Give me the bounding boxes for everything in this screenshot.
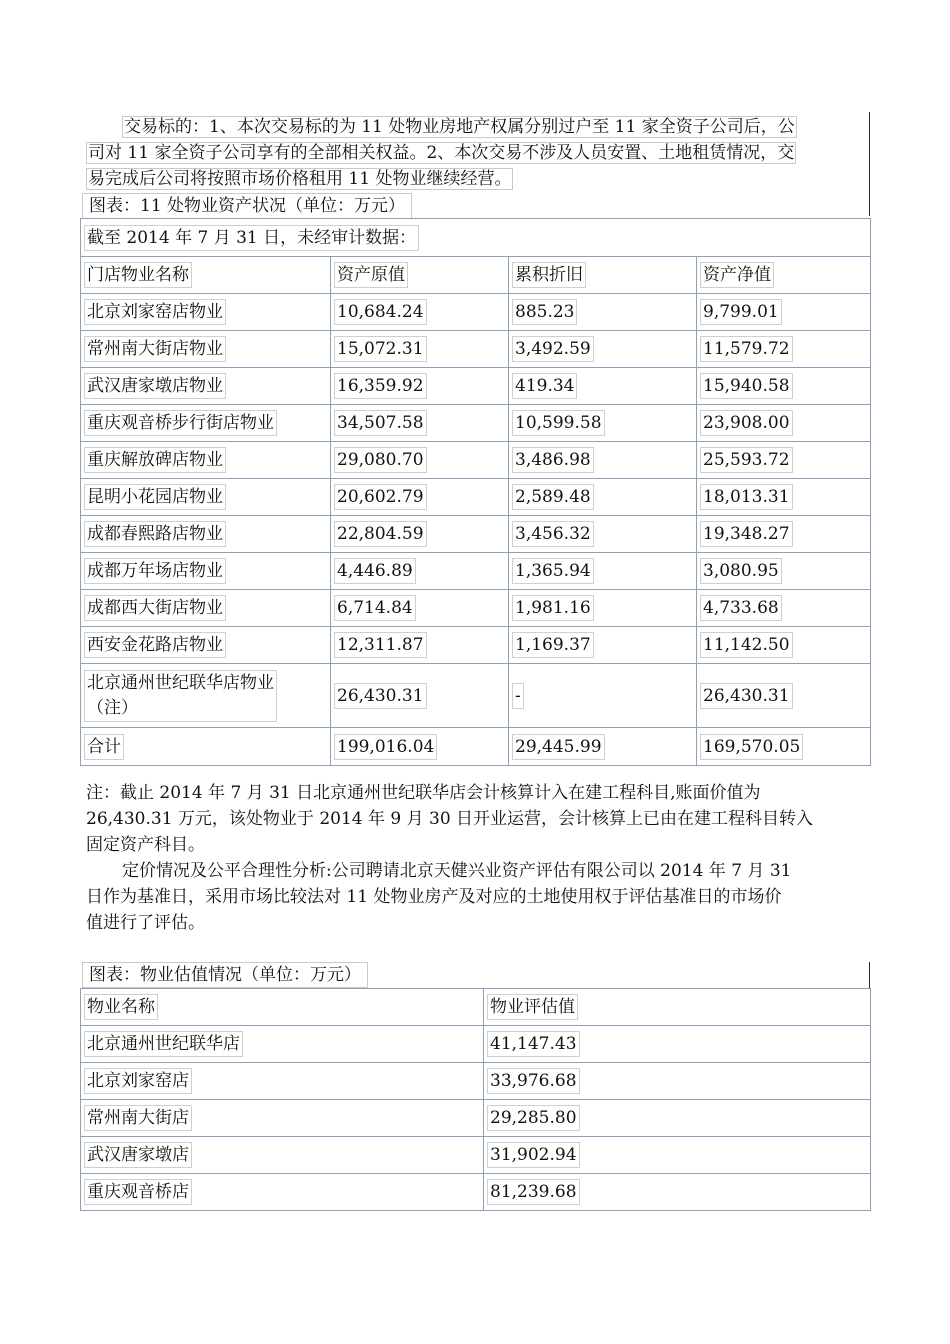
depreciation-cell: 3,486.98 (512, 447, 594, 473)
depreciation-cell: 885.23 (512, 299, 577, 325)
appraised-value-cell: 29,285.80 (487, 1105, 580, 1131)
total-label: 合计 (84, 734, 124, 760)
pricing-line: 值进行了评估。 (86, 913, 205, 933)
depreciation-cell: 3,492.59 (512, 336, 594, 362)
net-value-cell: 3,080.95 (700, 558, 782, 584)
store-name-cell (84, 670, 277, 722)
appraised-value-cell: 41,147.43 (487, 1031, 580, 1057)
table-row (81, 627, 871, 664)
store-name-line: 北京通州世纪联华店物业 (87, 672, 274, 693)
table2-caption: 图表：物业估值情况（单位：万元） (82, 962, 368, 988)
pricing-line: 日作为基准日，采用市场比较法对 11 处物业房产及对应的土地使用权于评估基准日的市场价 (86, 887, 782, 907)
net-value-cell: 25,593.72 (700, 447, 793, 473)
store-name-cell: 重庆观音桥步行街店物业 (84, 410, 277, 436)
table-row (81, 664, 871, 728)
intro-line: 易完成后公司将按照市场价格租用 11 处物业继续经营。 (88, 169, 512, 189)
original-value-cell: 26,430.31 (334, 683, 427, 709)
table-row (81, 1026, 871, 1063)
net-value-cell: 11,579.72 (700, 336, 793, 362)
net-value-cell: 19,348.27 (700, 521, 793, 547)
original-value-cell: 22,804.59 (334, 521, 427, 547)
store-name-cell: 重庆解放碑店物业 (84, 447, 226, 473)
table-row (81, 553, 871, 590)
total-net-value: 169,570.05 (700, 734, 803, 760)
net-value-cell: 26,430.31 (700, 683, 793, 709)
original-value-cell: 12,311.87 (334, 632, 427, 658)
table-row (81, 294, 871, 331)
note-line: 固定资产科目。 (86, 835, 205, 855)
table-row (81, 1137, 871, 1174)
depreciation-cell: 1,169.37 (512, 632, 594, 658)
total-original-value: 199,016.04 (334, 734, 437, 760)
appraised-value-cell: 31,902.94 (487, 1142, 580, 1168)
table-row (81, 1100, 871, 1137)
store-name-note: （注） (87, 697, 138, 718)
table1-header-row (81, 257, 871, 294)
property-name-cell: 常州南大街店 (84, 1105, 192, 1131)
table-row (81, 442, 871, 479)
depreciation-cell: 10,599.58 (512, 410, 605, 436)
original-value-cell: 20,602.79 (334, 484, 427, 510)
table-row (81, 1174, 871, 1211)
table-row (81, 479, 871, 516)
property-name-cell: 北京刘家窑店 (84, 1068, 192, 1094)
depreciation-cell: 1,981.16 (512, 595, 594, 621)
header-net-value: 资产净值 (700, 262, 774, 288)
appraised-value-cell: 33,976.68 (487, 1068, 580, 1094)
store-name-cell: 昆明小花园店物业 (84, 484, 226, 510)
intro-paragraph (86, 114, 870, 192)
header-accumulated-depreciation: 累积折旧 (512, 262, 586, 288)
table2-header-row (81, 989, 871, 1026)
note-line: 注：截止 2014 年 7 月 31 日北京通州世纪联华店会计核算计入在建工程科目,账面价值为 (86, 783, 761, 803)
total-row (81, 728, 871, 766)
right-border-rule (869, 962, 870, 988)
net-value-cell: 11,142.50 (700, 632, 793, 658)
asset-status-table (80, 218, 871, 766)
store-name-cell: 成都春熙路店物业 (84, 521, 226, 547)
store-name-cell: 常州南大街店物业 (84, 336, 226, 362)
store-name-cell: 西安金花路店物业 (84, 632, 226, 658)
net-value-cell: 9,799.01 (700, 299, 782, 325)
original-value-cell: 34,507.58 (334, 410, 427, 436)
store-name-cell: 成都西大街店物业 (84, 595, 226, 621)
store-name-cell: 武汉唐家墩店物业 (84, 373, 226, 399)
table-row (81, 405, 871, 442)
original-value-cell: 15,072.31 (334, 336, 427, 362)
property-name-cell: 北京通州世纪联华店 (84, 1031, 243, 1057)
property-name-cell: 武汉唐家墩店 (84, 1142, 192, 1168)
valuation-table (80, 988, 871, 1211)
net-value-cell: 15,940.58 (700, 373, 793, 399)
net-value-cell: 4,733.68 (700, 595, 782, 621)
net-value-cell: 18,013.31 (700, 484, 793, 510)
header-property-name: 物业名称 (84, 994, 158, 1020)
header-store-name: 门店物业名称 (84, 262, 192, 288)
original-value-cell: 6,714.84 (334, 595, 416, 621)
original-value-cell: 4,446.89 (334, 558, 416, 584)
table1-subtitle: 截至 2014 年 7 月 31 日，未经审计数据： (84, 225, 419, 251)
original-value-cell: 16,359.92 (334, 373, 427, 399)
original-value-cell: 10,684.24 (334, 299, 427, 325)
table-row (81, 516, 871, 553)
depreciation-cell: 2,589.48 (512, 484, 594, 510)
store-name-cell: 成都万年场店物业 (84, 558, 226, 584)
net-value-cell: 23,908.00 (700, 410, 793, 436)
note-line: 26,430.31 万元，该处物业于 2014 年 9 月 30 日开业运营，会计核算上已由在建工程科目转入 (86, 809, 814, 829)
pricing-line: 定价情况及公平合理性分析:公司聘请北京天健兴业资产评估有限公司以 2014 年 7 月 31 (122, 861, 792, 881)
note-paragraph (86, 780, 870, 858)
table1-caption: 图表：11 处物业资产状况（单位：万元） (82, 193, 412, 219)
store-name-cell: 北京刘家窑店物业 (84, 299, 226, 325)
depreciation-cell: - (512, 683, 524, 709)
intro-line: 交易标的：1、本次交易标的为 11 处物业房地产权属分别过户至 11 家全资子公司后，公 (124, 117, 795, 137)
table-row (81, 590, 871, 627)
table1-subtitle-row (81, 219, 871, 257)
table-row (81, 331, 871, 368)
appraised-value-cell: 81,239.68 (487, 1179, 580, 1205)
total-depreciation: 29,445.99 (512, 734, 605, 760)
original-value-cell: 29,080.70 (334, 447, 427, 473)
depreciation-cell: 3,456.32 (512, 521, 594, 547)
header-appraised-value: 物业评估值 (487, 994, 578, 1020)
header-original-value: 资产原值 (334, 262, 408, 288)
intro-line: 司对 11 家全资子公司享有的全部相关权益。2、本次交易不涉及人员安置、土地租赁情况，交 (88, 143, 795, 163)
table-row (81, 368, 871, 405)
table-row (81, 1063, 871, 1100)
property-name-cell: 重庆观音桥店 (84, 1179, 192, 1205)
depreciation-cell: 1,365.94 (512, 558, 594, 584)
pricing-paragraph (86, 858, 870, 936)
depreciation-cell: 419.34 (512, 373, 577, 399)
